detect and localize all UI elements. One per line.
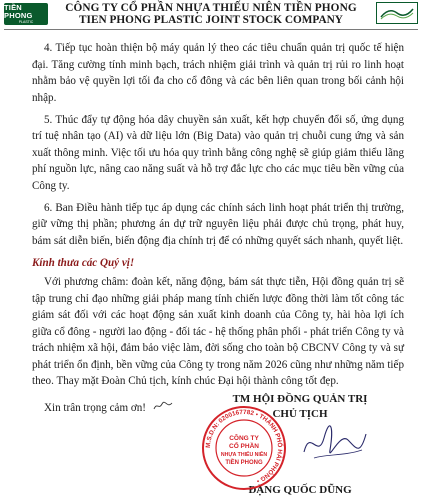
seal-line-1: CÔNG TY	[229, 435, 259, 442]
letter-body	[32, 40, 404, 427]
paragraph-5: 5. Thúc đẩy tự động hóa dây chuyền sản xuất, kết hợp chuyển đổi số, ứng dụng trí tuệ nhân tạo (AI) và dữ liệu lớn (Big Data) vào quản trị chuỗi cung ứng và sản xuất thông minh. Việc tối ưu hóa quy trình bằng công nghệ sẽ giúp giảm thiểu lãng phí nguồn lực, nâng cao năng suất và hỗ trợ đắc lực cho các mục tiêu bền vững của Công ty.	[32, 113, 404, 192]
header-right-logo-icon	[376, 2, 418, 24]
initials-icon	[153, 401, 173, 411]
salutation: Kính thưa các Quý vị!	[32, 256, 135, 269]
logo-subtext: PLASTIC	[18, 20, 34, 24]
seal-line-3: NHỰA THIẾU NIÊN	[220, 452, 268, 458]
company-name-block	[55, 2, 367, 27]
seal-line-4: TIỀN PHONG	[225, 460, 263, 466]
signature-title-chairman: CHỦ TỊCH	[272, 408, 328, 420]
seal-ring-text: M.S.D.N: 0200167782 • THÀNH PHỐ HẢI PHÒNG •	[204, 408, 284, 485]
handwritten-signature-icon	[300, 420, 370, 470]
header-divider	[4, 29, 418, 30]
paragraph-4: 4. Tiếp tục hoàn thiện bộ máy quản lý theo các tiêu chuẩn quản trị quốc tế hiện đại. Tăng cường tính minh bạch, trách nhiệm giải trình và quản trị rủi ro linh hoạt nhằm bảo vệ quyền lợi tối đa cho cổ đông và các bên liên quan trong bối cảnh hội nhập.	[32, 42, 404, 104]
company-seal-icon	[200, 404, 288, 492]
company-name-english: TIEN PHONG PLASTIC JOINT STOCK COMPANY	[79, 14, 343, 26]
logo-text: TIỀN PHONG	[4, 3, 33, 20]
company-logo	[4, 3, 48, 25]
document-header	[0, 0, 424, 34]
signatory-name: ĐẶNG QUỐC DŨNG	[248, 484, 352, 496]
signature-title-board: TM HỘI ĐỒNG QUẢN TRỊ	[232, 393, 368, 405]
company-name-vietnamese: CÔNG TY CỔ PHẦN NHỰA THIẾU NIÊN TIỀN PHONG	[65, 2, 357, 14]
closing-text: Xin trân trọng cảm ơn!	[44, 401, 146, 414]
paragraph-7: Với phương châm: đoàn kết, năng động, bám sát thực tiễn, Hội đồng quản trị sẽ tập trung chỉ đạo những giải pháp mang tính chiến lược đồng thời làm tốt công tác giám sát đối với các hoạt động sản xuất kinh doanh của Công ty, hài hòa lợi ích giữa cổ đông - người lao động - đối tác - hệ thống phân phối - phát triển Công ty và trách nhiệm xã hội, đảm bảo việc làm, đời sống cho toàn bộ CBCNV Công ty và sự phát triển ổn định, bền vững của Công ty trong năm 2026 cũng như những năm tiếp theo. Thay mặt Đoàn Chủ tịch, kính chúc Đại hội thành công tốt đẹp.	[32, 276, 404, 387]
seal-line-2: CỔ PHẦN	[229, 443, 259, 450]
paragraph-6: 6. Ban Điều hành tiếp tục áp dụng các chính sách linh hoạt phát triển thị trường, giữ vững thị phần; phương án dự trữ nguyên liệu phải được chủ trọng, phát huy, bám sát diễn biến, biến động địa chính trị để có những quyết sách nhanh, quyết liệt.	[32, 201, 404, 247]
